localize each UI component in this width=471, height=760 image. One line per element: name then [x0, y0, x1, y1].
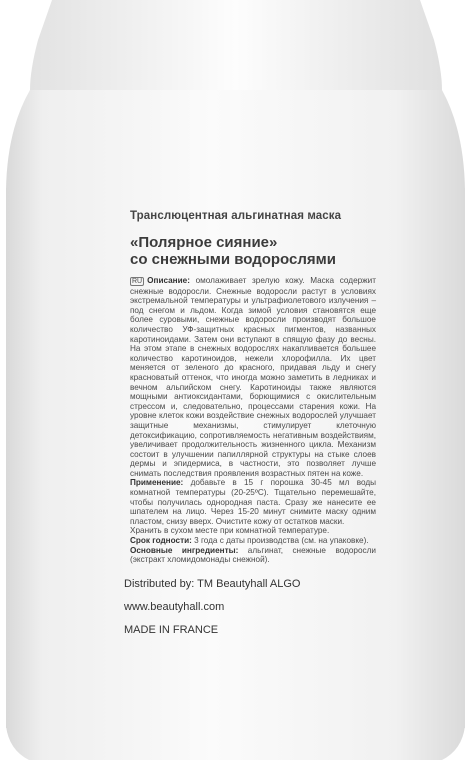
product-subtitle: Транслюцентная альгинатная маска	[130, 210, 342, 222]
shelf-life-text: 3 года с даты производства (см. на упаковке).	[194, 536, 369, 546]
jar-base	[6, 726, 465, 760]
product-description	[130, 276, 376, 565]
ingredients-text: альгинат, снежные водоросли (экстракт хломидомонады снежной).	[130, 545, 376, 565]
usage-label: Применение:	[130, 478, 184, 488]
shelf-life-label: Срок годности:	[130, 536, 192, 546]
description-label: Описание:	[147, 276, 190, 285]
distributor-text: Distributed by: TM Beautyhall ALGO	[124, 578, 301, 590]
jar-shoulder	[6, 90, 465, 190]
product-title-line-2: со снежными водорослями	[130, 251, 336, 268]
origin-text: MADE IN FRANCE	[124, 624, 219, 636]
jar-lid	[30, 0, 442, 90]
language-tag: RU	[132, 278, 143, 285]
ingredients-label: Основные ингредиенты:	[130, 545, 239, 555]
product-title-line-1: «Полярное сияние»	[130, 234, 278, 251]
product-label	[118, 210, 376, 565]
description-text: омолаживает зрелую кожу. Маска содержит снежные водоросли. Снежные водоросли растут в условиях экстремальной температуры и ультрафиолетового излучения – под снегом и льдом. Когда зимой условия становятся еще более суровыми, снежные водоросли производят большое количество УФ-защитных красных пигментов, названных каротиноидами. Затем они вступают в спящую фазу до весны. На этом этапе в снежных водорослях накапливается большее количество каротиноидов, нежели хлорофилла. Их цвет меняется от зеленого до красного, придавая льду и снегу красноватый оттенок, что иногда можно заметить в ледниках и вечном альпийском снегу. Каротиноиды также являются мощными антиоксидантами, борющимися с окислительным стрессом и, следовательно, процессами старения кожи. На уровне клеток кожи воздействие снежных водорослей улучшает защитные механизмы, стимулирует клеточную детоксификацию, сопротивляемость негативным воздействиям, увеличивает продолжительность жизненного цикла. Механизм состоит в улучшении папиллярной структуры на стыке слоев дермы и эпидермиса, в частности, это позволяет лучше снимать последствия проявления возрастных пятен на коже.	[130, 276, 376, 478]
storage-text: Хранить в сухом месте при комнатной температуре.	[130, 526, 330, 536]
website-text: www.beautyhall.com	[124, 601, 225, 613]
usage-text: добавьте в 15 г порошка 30-45 мл воды комнатной температуры (20-25ºС). Тщательно перемешайте, чтобы получилась однородная паста. Сразу же нанесите ее шпателем на лицо. Через 15-20 минут снимите маску одним пластом, снизу вверх. Очистите кожу от остатков маски.	[130, 478, 376, 526]
